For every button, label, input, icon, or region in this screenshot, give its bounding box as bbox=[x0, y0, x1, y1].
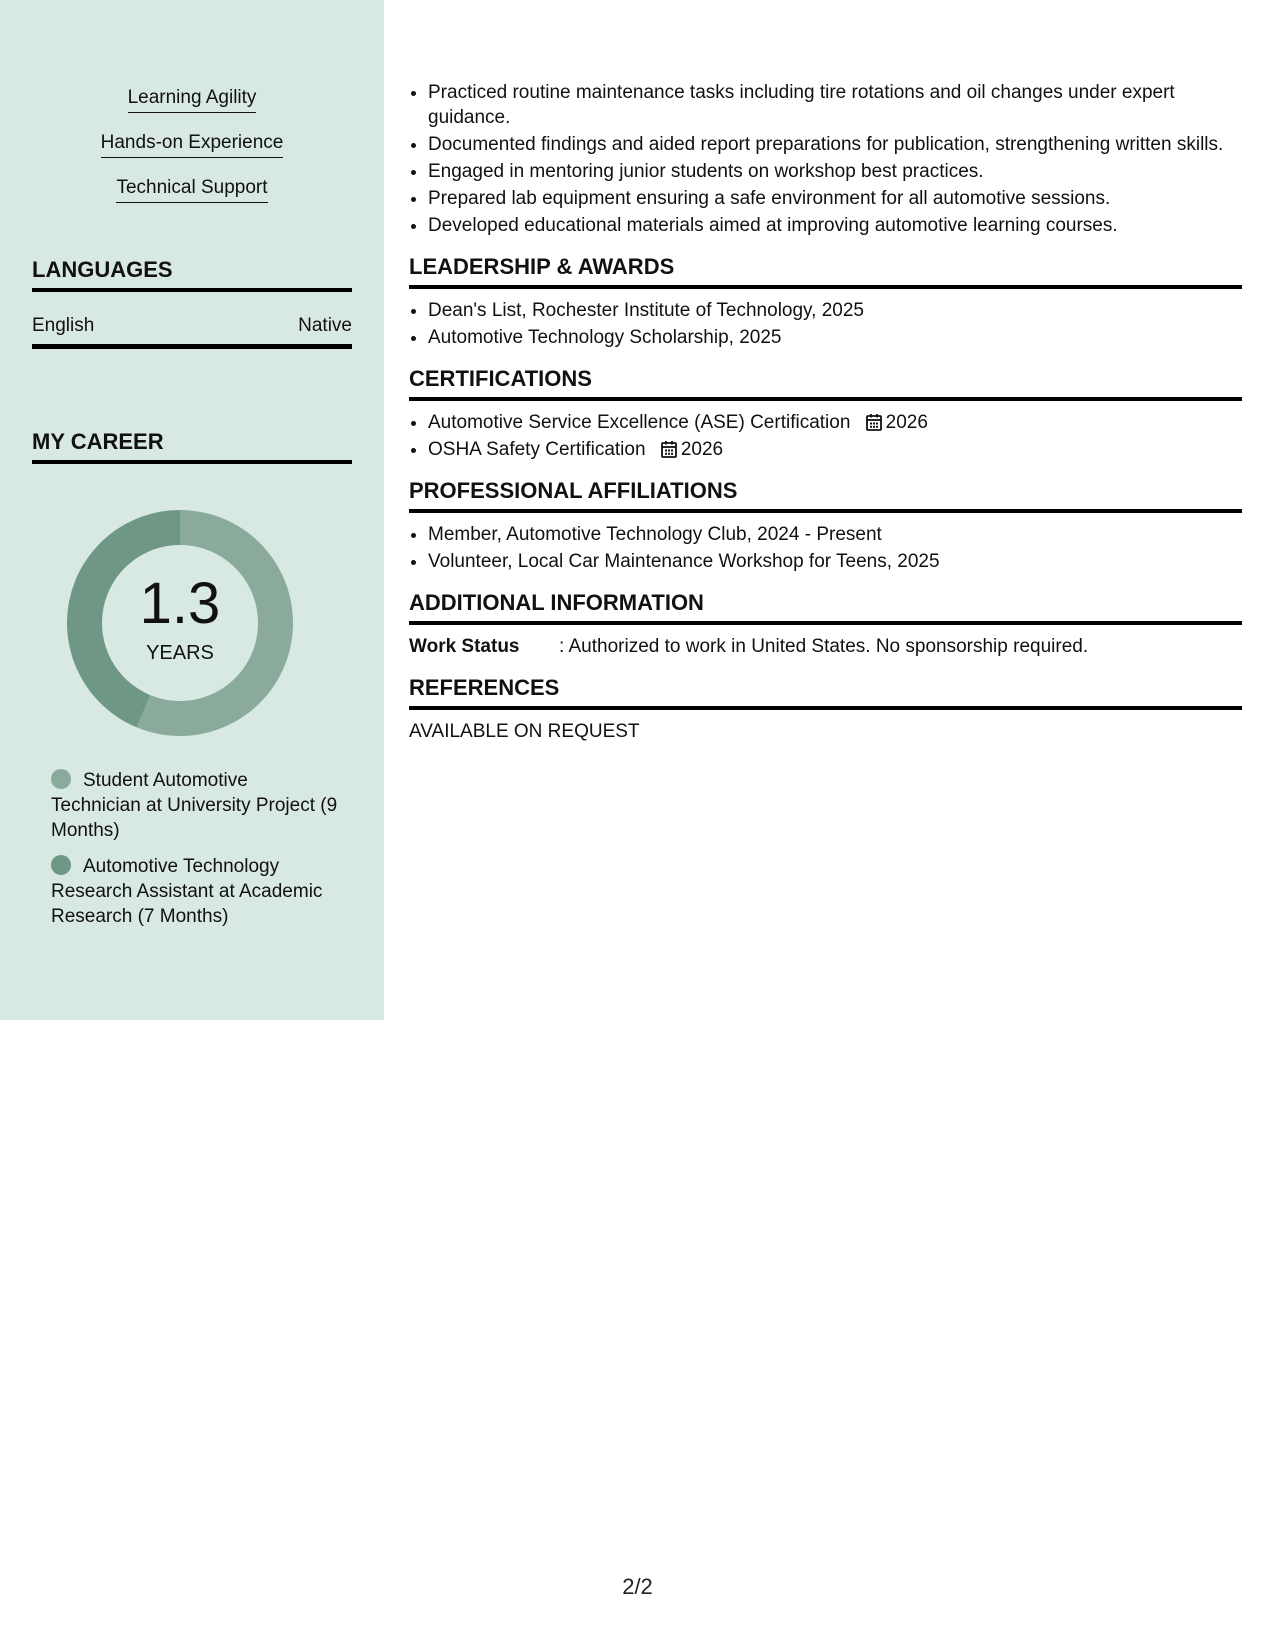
experience-bullets bbox=[409, 80, 1242, 238]
legend-dot-icon bbox=[51, 769, 71, 789]
list-item: • Dean's List, Rochester Institute of Technology, 2025 bbox=[428, 298, 1242, 323]
skill-item bbox=[0, 131, 384, 176]
calendar-icon bbox=[866, 413, 882, 431]
language-row bbox=[32, 314, 352, 349]
certification-year: 2026 bbox=[680, 439, 724, 460]
page-number: 2/2 bbox=[622, 1574, 653, 1599]
skill-label: Hands-on Experience bbox=[101, 131, 284, 158]
certifications-list bbox=[409, 410, 1242, 462]
skill-label: Technical Support bbox=[116, 176, 267, 203]
work-status-row bbox=[409, 634, 1242, 659]
certifications-heading: CERTIFICATIONS bbox=[409, 366, 1242, 401]
language-level: Native bbox=[298, 315, 352, 336]
list-item bbox=[428, 410, 1242, 435]
career-unit-label: YEARS bbox=[146, 642, 214, 664]
career-legend-item bbox=[51, 768, 341, 843]
work-status-value: : Authorized to work in United States. No sponsorship required. bbox=[559, 636, 1089, 657]
references-text: AVAILABLE ON REQUEST bbox=[409, 721, 640, 742]
list-item: • Engaged in mentoring junior students on workshop best practices. bbox=[428, 159, 1242, 184]
legend-dot-icon bbox=[51, 855, 71, 875]
skill-item bbox=[0, 86, 384, 131]
skill-label: Learning Agility bbox=[128, 86, 257, 113]
calendar-icon bbox=[661, 440, 677, 458]
list-item: • Documented findings and aided report preparations for publication, strengthening written skills. bbox=[428, 132, 1242, 157]
list-item bbox=[428, 437, 1242, 462]
skill-item bbox=[0, 176, 384, 221]
list-item: • Automotive Technology Scholarship, 2025 bbox=[428, 325, 1242, 350]
references-heading: REFERENCES bbox=[409, 675, 1242, 710]
leadership-heading: LEADERSHIP & AWARDS bbox=[409, 254, 1242, 289]
list-item: • Prepared lab equipment ensuring a safe environment for all automotive sessions. bbox=[428, 186, 1242, 211]
list-item: • Volunteer, Local Car Maintenance Workshop for Teens, 2025 bbox=[428, 549, 1242, 574]
sidebar bbox=[0, 0, 384, 1020]
list-item: • Member, Automotive Technology Club, 2024 - Present bbox=[428, 522, 1242, 547]
languages-heading: LANGUAGES bbox=[32, 257, 352, 292]
list-item: • Practiced routine maintenance tasks including tire rotations and oil changes under expert guidance. bbox=[428, 80, 1242, 130]
certification-name: Automotive Service Excellence (ASE) Certification bbox=[428, 412, 851, 433]
skills-list bbox=[0, 86, 384, 221]
list-item: • Developed educational materials aimed at improving automotive learning courses. bbox=[428, 213, 1242, 238]
career-legend-text: Student Automotive Technician at University Project (9 Months) bbox=[51, 770, 338, 841]
affiliations-list bbox=[409, 522, 1242, 574]
affiliations-heading: PROFESSIONAL AFFILIATIONS bbox=[409, 478, 1242, 513]
work-status-label: Work Status bbox=[409, 636, 520, 657]
leadership-list bbox=[409, 298, 1242, 350]
career-legend-text: Automotive Technology Research Assistant at Academic Research (7 Months) bbox=[51, 856, 323, 927]
main-content bbox=[409, 80, 1242, 744]
language-name: English bbox=[32, 315, 95, 336]
certification-year: 2026 bbox=[885, 412, 928, 433]
career-legend-item bbox=[51, 854, 341, 929]
career-legend bbox=[51, 768, 341, 940]
certification-name: OSHA Safety Certification bbox=[428, 439, 646, 460]
career-total-years: 1.3 bbox=[139, 571, 221, 636]
additional-info-heading: ADDITIONAL INFORMATION bbox=[409, 590, 1242, 625]
career-heading: MY CAREER bbox=[32, 429, 352, 464]
